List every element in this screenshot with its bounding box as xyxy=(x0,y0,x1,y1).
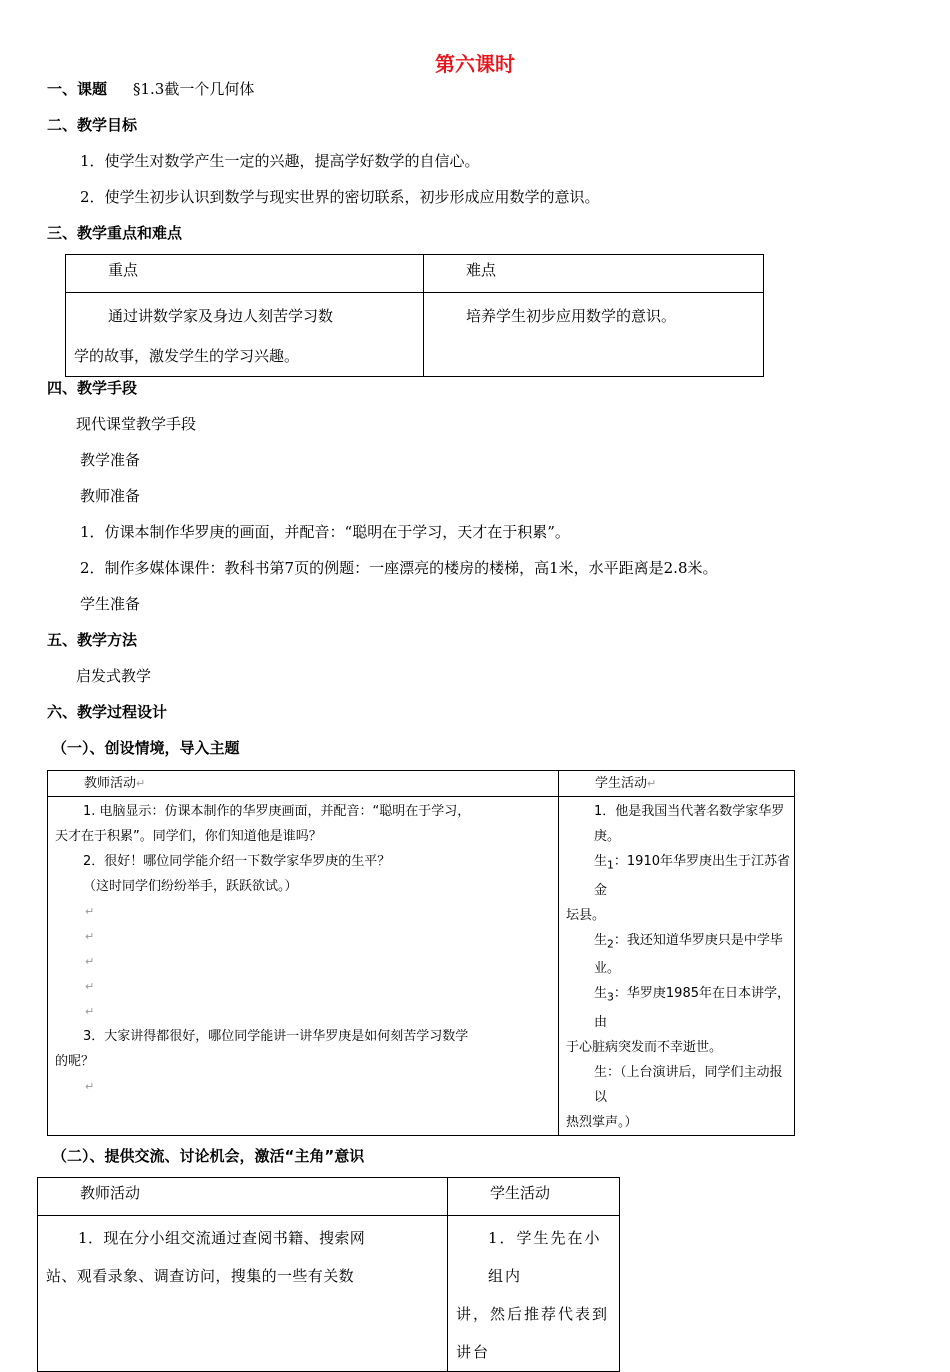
return-mark: ↵ xyxy=(85,905,95,918)
section-process-heading: 六、教学过程设计 xyxy=(47,703,168,721)
teacher-line: 的呢？ xyxy=(55,1054,95,1069)
student-line: 坛县。 xyxy=(566,907,606,923)
keypoints-text: 学的故事，激发学生的学习兴趣。 xyxy=(74,347,300,365)
part2-table xyxy=(37,1177,620,1372)
student-line: 生$_1$：1910年华罗庚出生于江苏省金 xyxy=(594,854,790,898)
goal-item: 2．使学生初步认识到数学与现实世界的密切联系，初步形成应用数学的意识。 xyxy=(80,188,600,206)
teaching-prep: 教学准备 xyxy=(80,451,141,469)
student-line: 生$_3$：华罗庚1985年在日本讲学，由 xyxy=(594,986,790,1030)
lesson-topic: §1.3截一个几何体 xyxy=(133,80,255,98)
prep-item: 1．仿课本制作华罗庚的画面，并配音：“聪明在于学习，天才在于积累”。 xyxy=(80,523,570,541)
keypoints-table xyxy=(65,254,764,377)
student-prep: 学生准备 xyxy=(80,595,141,613)
section-topic-heading: 一、课题 xyxy=(47,80,108,98)
student-line: 热烈掌声。） xyxy=(566,1114,638,1130)
teacher-line: （这时同学们纷纷举手，跃跃欲试。） xyxy=(83,879,298,894)
part1-student-header: 学生活动↵ xyxy=(559,771,795,797)
keypoints-col-header: 重点 xyxy=(66,255,424,293)
part2-heading: （二）、提供交流、讨论机会，激活“主角”意识 xyxy=(52,1147,365,1165)
teacher-line: 1．现在分小组交流通过查阅书籍、搜索网 xyxy=(78,1229,366,1247)
student-line: 于心脏病突发而不幸逝世。 xyxy=(566,1039,723,1055)
teacher-line: 2．很好！哪位同学能介绍一下数学家华罗庚的生平？ xyxy=(83,854,391,869)
section-goals-heading: 二、教学目标 xyxy=(47,116,138,134)
teacher-line: 天才在于积累”。同学们，你们知道他是谁吗？ xyxy=(55,829,322,844)
part1-table xyxy=(47,770,795,1136)
part1-teacher-cell xyxy=(48,797,559,1136)
student-line: 讲，然后推荐代表到讲台 xyxy=(456,1305,610,1361)
prep-item: 2．制作多媒体课件：教科书第7页的例题：一座漂亮的楼房的楼梯，高1米，水平距离是2.8米。 xyxy=(80,559,718,577)
goal-item: 1．使学生对数学产生一定的兴趣，提高学好数学的自信心。 xyxy=(80,152,480,170)
teacher-line: 1. 电脑显示：仿课本制作的华罗庚画面，并配音：“聪明在于学习， xyxy=(83,804,471,819)
return-mark: ↵ xyxy=(85,980,95,993)
teaching-method: 启发式教学 xyxy=(76,667,152,685)
section-method-heading: 五、教学方法 xyxy=(47,631,138,649)
teacher-prep: 教师准备 xyxy=(80,487,141,505)
student-line: 生：（上台演讲后，同学们主动报以 xyxy=(594,1064,783,1105)
part1-student-cell xyxy=(559,797,795,1136)
student-line: 生$_2$：我还知道华罗庚只是中学毕业。 xyxy=(594,932,783,977)
part2-teacher-header: 教师活动 xyxy=(38,1178,448,1216)
student-line: 1．他是我国当代著名数学家华罗庚。 xyxy=(594,804,785,844)
part2-teacher-cell xyxy=(38,1216,448,1372)
keypoints-cell xyxy=(66,293,424,377)
section-keypoints-heading: 三、教学重点和难点 xyxy=(47,224,183,242)
keypoints-text: 通过讲数学家及身边人刻苦学习数 xyxy=(108,307,334,325)
part1-heading: （一）、创设情境，导入主题 xyxy=(52,739,240,757)
return-mark: ↵ xyxy=(85,1005,95,1018)
part2-student-cell xyxy=(448,1216,620,1372)
teacher-line: 3．大家讲得都很好，哪位同学能讲一讲华罗庚是如何刻苦学习数学 xyxy=(83,1029,469,1044)
part2-student-header: 学生活动 xyxy=(448,1178,620,1216)
difficulty-col-header: 难点 xyxy=(424,255,764,293)
return-mark: ↵ xyxy=(85,930,95,943)
return-mark: ↵ xyxy=(85,955,95,968)
difficulty-cell: 培养学生初步应用数学的意识。 xyxy=(424,293,764,377)
section-means-heading: 四、教学手段 xyxy=(47,379,138,397)
return-mark: ↵ xyxy=(85,1080,95,1093)
teacher-line: 站、观看录象、调查访问，搜集的一些有关数 xyxy=(46,1267,355,1285)
page-title: 第六课时 xyxy=(435,52,515,76)
student-line: 1．学生先在小组内 xyxy=(488,1229,602,1285)
teaching-means: 现代课堂教学手段 xyxy=(76,415,197,433)
part1-teacher-header: 教师活动↵ xyxy=(48,771,559,797)
